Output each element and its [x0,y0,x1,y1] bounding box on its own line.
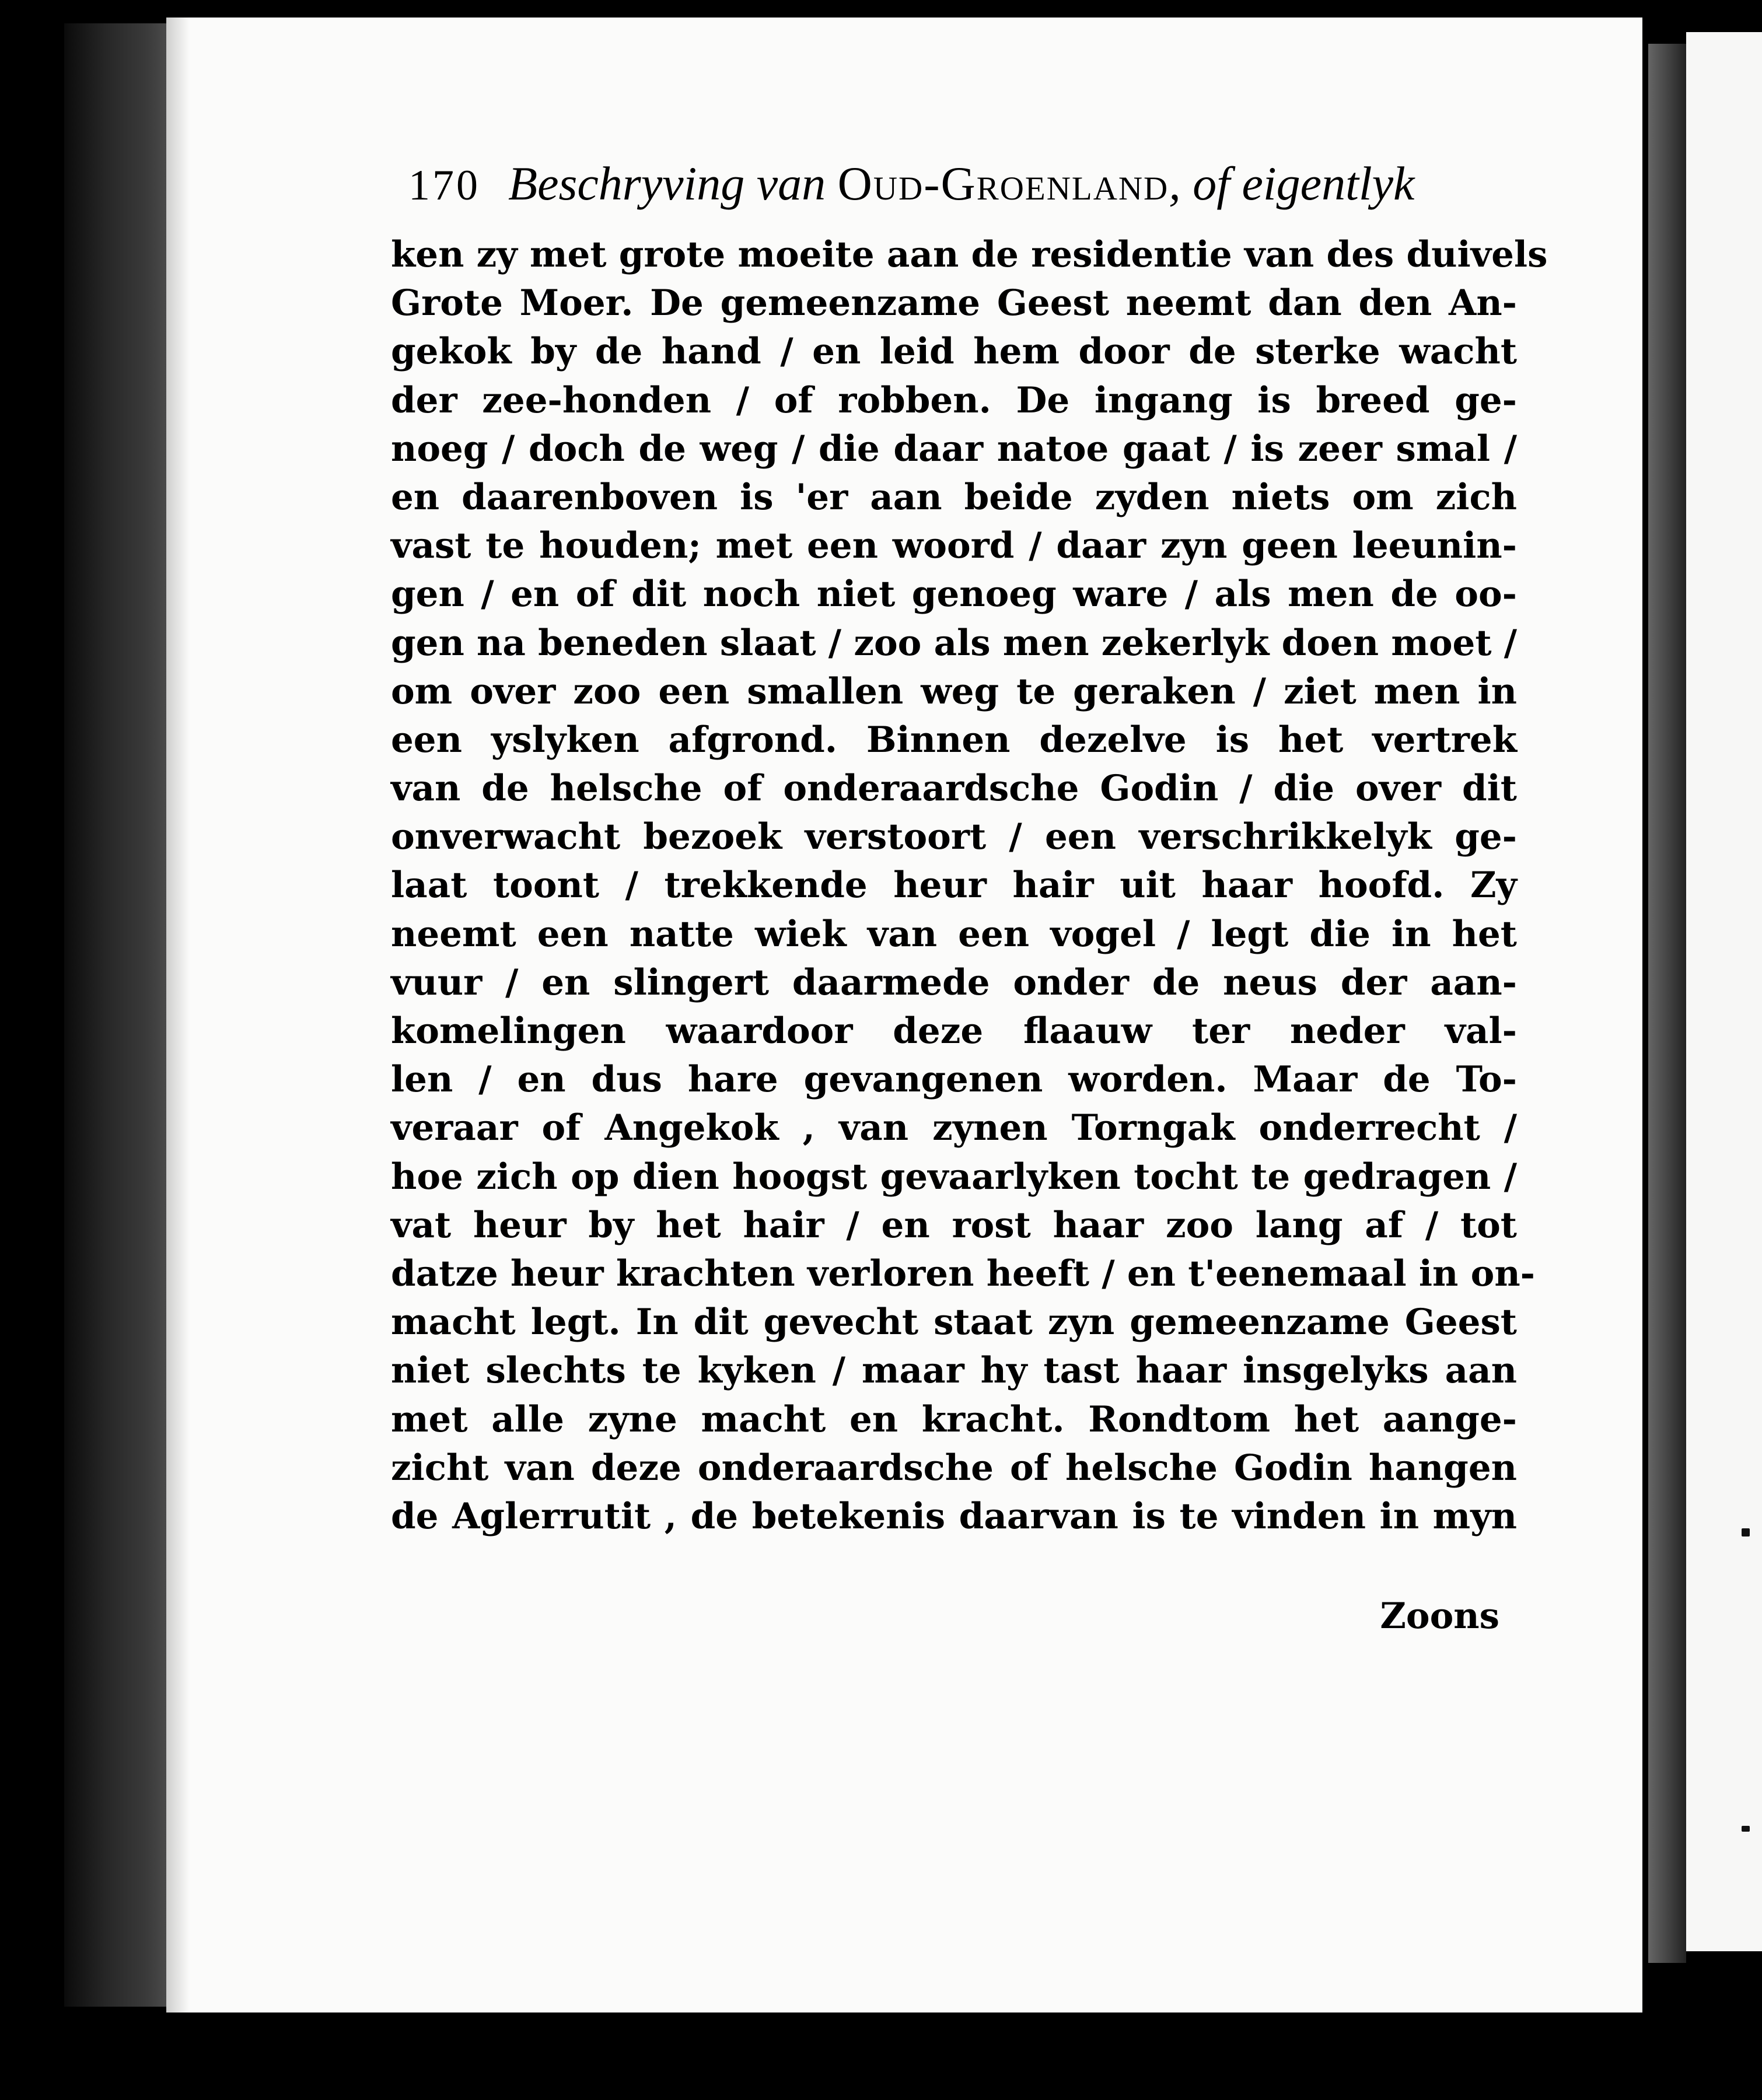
text-line: gekok by de hand / en leid hem door de sterke wacht [391,331,1517,373]
text-line: hoe zich op dien hoogst gevaarlyken tocht te gedragen / [391,1156,1517,1198]
book-binding-left [64,23,181,2007]
page-number: 170 [408,162,480,209]
running-head-suffix: , of eigentlyk [1169,157,1415,210]
text-line: veraar of Angekok , van zynen Torngak onderrecht / [391,1107,1517,1149]
text-line: datze heur krachten verloren heeft / en t'eenemaal in on- [391,1252,1535,1294]
text-line: vat heur by het hair / en rost haar zoo lang af / tot [391,1204,1517,1246]
next-page-ink-mark [1742,1826,1750,1832]
body-text [391,230,1548,1541]
next-page-strip [1686,32,1762,1951]
running-head [408,156,1511,211]
running-head-prefix: Beschryving van [508,157,838,210]
text-line: zicht van deze onderaardsche of helsche Godin hangen [391,1447,1517,1489]
text-line: met alle zyne macht en kracht. Rondtom het aange- [391,1398,1517,1440]
gutter-shadow [166,18,190,2013]
text-line: komelingen waardoor deze flaauw ter neder val- [391,1010,1517,1052]
text-line: len / en dus hare gevangenen worden. Maar de To- [391,1059,1517,1101]
text-line: van de helsche of onderaardsche Godin / die over dit [391,768,1517,810]
text-line: vuur / en slingert daarmede onder de neus der aan- [391,961,1517,1003]
text-line: om over zoo een smallen weg te geraken / ziet men in [391,670,1517,712]
text-line: der zee-honden / of robben. De ingang is breed ge- [391,379,1517,421]
text-line: neemt een natte wiek van een vogel / legt die in het [391,913,1517,955]
text-line: niet slechts te kyken / maar hy tast haar insgelyks aan [391,1350,1517,1392]
text-line: laat toont / trekkende heur hair uit haar hoofd. Zy [391,864,1517,907]
catchword: Zoons [1380,1595,1499,1637]
running-head-title [508,156,1414,211]
text-line: noeg / doch de weg / die daar natoe gaat / is zeer smal / [391,428,1517,470]
text-line: en daarenboven is 'er aan beide zyden niets om zich [391,476,1517,518]
running-head-caps: Oud-Groenland [837,157,1169,210]
text-line: gen na beneden slaat / zoo als men zekerlyk doen moet / [391,622,1518,664]
next-page-ink-mark [1742,1528,1750,1536]
text-line: vast te houden; met een woord / daar zyn geen leeunin- [391,525,1517,567]
text-line: ken zy met grote moeite aan de residentie van des duivels [391,234,1548,275]
text-line: een yslyken afgrond. Binnen dezelve is het vertrek [391,719,1517,761]
text-line: de Aglerrutit , de betekenis daarvan is te vinden in myn [391,1495,1517,1537]
text-line: macht legt. In dit gevecht staat zyn gemeenzame Geest [391,1301,1517,1343]
text-line: gen / en of dit noch niet genoeg ware / als men de oo- [391,573,1517,615]
text-line: Grote Moer. De gemeenzame Geest neemt dan den An- [391,282,1517,324]
next-page-edge [1648,44,1686,1963]
text-line: onverwacht bezoek verstoort / een verschrikkelyk ge- [391,816,1517,858]
